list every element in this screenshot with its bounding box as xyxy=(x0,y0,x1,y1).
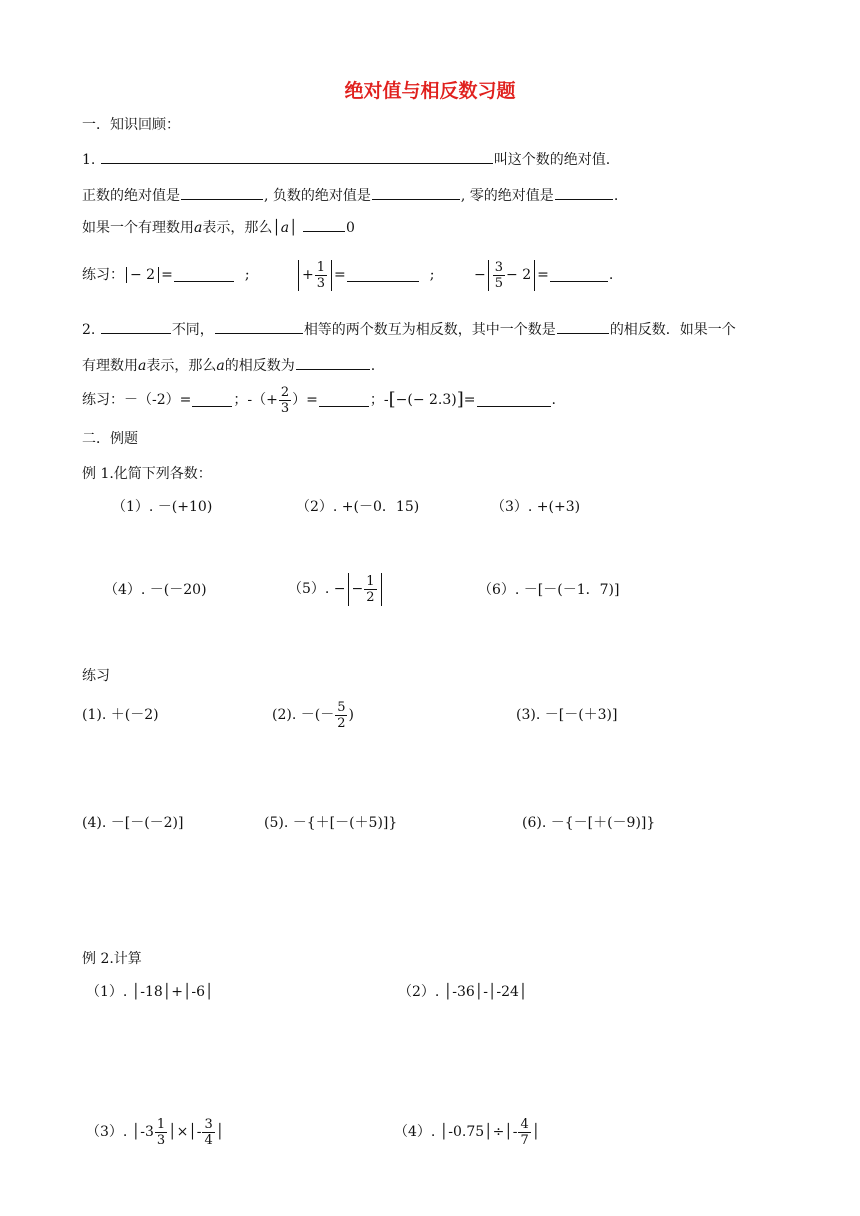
fraction-numerator: 1 xyxy=(366,573,375,589)
practice2-blank-1[interactable] xyxy=(192,393,232,407)
fraction-denominator: 2 xyxy=(366,589,375,605)
example2-item-3-end: │ xyxy=(215,1124,225,1140)
fraction-denominator: 7 xyxy=(520,1132,529,1148)
example1-item-2: （2）. +(－0．15) xyxy=(296,499,420,515)
practice1-blank-2[interactable] xyxy=(347,268,419,282)
abs-neg-half xyxy=(348,573,382,606)
q2-text-3: 的相反数．如果一个 xyxy=(609,322,736,338)
fraction-five-halves xyxy=(335,701,347,730)
fraction-denominator: 3 xyxy=(316,275,326,291)
variable-a: a xyxy=(194,220,203,236)
q1-label: 1. xyxy=(82,152,96,168)
close-paren: ) xyxy=(348,707,354,723)
practice2-blank-3[interactable] xyxy=(477,393,551,407)
q1-negative-text: , 负数的绝对值是 xyxy=(264,188,371,204)
minus-sign: − xyxy=(474,267,486,283)
q2-blank-4[interactable] xyxy=(296,356,370,370)
minus-two: − 2 xyxy=(506,267,532,283)
plus-sign: + xyxy=(302,267,314,283)
equals-sign: = xyxy=(334,267,346,283)
practice2-expr-3-open: ；- xyxy=(369,392,389,408)
period: . xyxy=(551,392,556,408)
practice-item-5: (5). －{＋[－(＋5)]} xyxy=(264,815,398,831)
positive-abs-blank[interactable] xyxy=(181,186,263,200)
example1-title: 例 1.化简下列各数： xyxy=(82,466,212,482)
q1-line2 xyxy=(82,186,618,203)
q2-label: 2. xyxy=(82,322,96,338)
practice2-expr-2-open: ；-（ xyxy=(233,392,267,408)
fraction-denominator: 3 xyxy=(156,1132,166,1148)
fraction-denominator: 4 xyxy=(204,1132,213,1148)
q1-definition-blank[interactable] xyxy=(101,150,493,164)
example2-item-4 xyxy=(394,1110,540,1154)
practice-item-1: (1). ＋(－2) xyxy=(82,707,159,723)
practice-item-2-label: (2). －(－ xyxy=(272,707,335,723)
right-bracket: ] xyxy=(456,389,464,410)
example2-item-4-end: │ xyxy=(531,1124,541,1140)
q1-line1 xyxy=(82,150,610,167)
practice2-expr-3-inner: −(− 2.3) xyxy=(395,392,457,408)
section-heading-review: 一．知识回顾： xyxy=(82,117,180,133)
fraction-numerator: 4 xyxy=(520,1116,529,1132)
fraction-three-fifths xyxy=(493,261,505,290)
zero-abs-blank[interactable] xyxy=(555,186,613,200)
practice-item-4: (4). －[－(－2)] xyxy=(82,815,184,831)
abs-expr-1-inner: − 2 xyxy=(130,267,156,283)
abs-expr-3 xyxy=(488,260,535,291)
q1-tail-text: 叫这个数的绝对值. xyxy=(493,152,611,168)
q1-line3-text-b: 表示，那么│ xyxy=(202,220,281,236)
fraction-numerator: 2 xyxy=(280,384,290,400)
example1-item-5-label: （5）. − xyxy=(288,581,346,597)
equals-sign: = xyxy=(161,267,173,283)
section-heading-examples: 二．例题 xyxy=(82,431,138,447)
practice-item-3: (3). －[－(＋3)] xyxy=(516,707,618,723)
fraction-one-third xyxy=(155,1118,167,1147)
fraction-numerator: 1 xyxy=(316,259,326,275)
q1-period: . xyxy=(613,188,619,204)
variable-a: a xyxy=(216,358,225,374)
example2-item-3-mid: │×│- xyxy=(168,1124,202,1140)
example2-item-3-start: （3）. │-3 xyxy=(86,1124,154,1140)
equals-sign: = xyxy=(463,392,476,408)
practice-title: 练习 xyxy=(82,668,110,684)
example1-item-1: （1）. －(+10) xyxy=(112,499,213,515)
practice1-label: 练习： xyxy=(82,267,124,283)
page-title: 绝对值与相反数习题 xyxy=(344,80,516,102)
abs-expr-1 xyxy=(126,267,159,283)
q1-line3 xyxy=(82,218,355,235)
fraction-two-thirds xyxy=(279,386,291,415)
q2-line1 xyxy=(82,320,736,337)
fraction-numerator: 3 xyxy=(204,1116,213,1132)
q2-blank-2[interactable] xyxy=(215,320,303,334)
fraction-four-sevenths xyxy=(518,1118,530,1147)
variable-a: a xyxy=(280,220,290,236)
q2-line2-text-c: 的相反数为 xyxy=(224,358,295,374)
practice2-expr-2-close: ）= xyxy=(292,392,318,408)
example2-item-2: （2）. │-36│-│-24│ xyxy=(398,984,528,1000)
abs-expr-2 xyxy=(298,260,332,291)
fraction-one-half xyxy=(364,575,376,604)
q2-blank-3[interactable] xyxy=(557,320,609,334)
fraction-denominator: 2 xyxy=(337,715,346,731)
practice1-row xyxy=(82,262,250,288)
example2-title: 例 2.计算 xyxy=(82,951,142,967)
semicolon: ; xyxy=(244,267,250,283)
practice1-expr3 xyxy=(474,257,613,293)
practice1-expr2 xyxy=(296,257,434,293)
example1-item-3: （3）. +(+3) xyxy=(491,499,581,515)
equals-sign: = xyxy=(537,267,549,283)
variable-a: a xyxy=(138,358,147,374)
q1-line3-zero: 0 xyxy=(346,220,355,236)
practice-item-2 xyxy=(272,697,354,733)
left-bracket: [ xyxy=(388,389,396,410)
period: . xyxy=(370,358,376,374)
example2-item-1: （1）. │-18│+│-6│ xyxy=(86,984,214,1000)
semicolon: ; xyxy=(429,267,435,283)
period: . xyxy=(608,267,614,283)
fraction-numerator: 1 xyxy=(156,1116,166,1132)
practice2-expr-1: －（-2）= xyxy=(124,392,192,408)
fraction-numerator: 5 xyxy=(337,699,346,715)
q2-blank-1[interactable] xyxy=(101,320,171,334)
q1-line3-text-a: 如果一个有理数用 xyxy=(82,220,194,236)
practice2-label: 练习： xyxy=(82,392,124,408)
minus-sign: − xyxy=(351,581,364,597)
fraction-numerator: 3 xyxy=(494,259,504,275)
q2-line2 xyxy=(82,356,375,373)
q2-text-1: 不同， xyxy=(171,322,214,338)
q2-text-2: 相等的两个数互为相反数，其中一个数是 xyxy=(303,322,556,338)
practice2-blank-2[interactable] xyxy=(319,393,369,407)
fraction-three-quarters xyxy=(202,1118,214,1147)
practice1-blank-3[interactable] xyxy=(550,268,608,282)
example1-item-4: （4）. －(－20) xyxy=(104,582,207,598)
fraction-denominator: 5 xyxy=(494,275,504,291)
practice1-blank-1[interactable] xyxy=(174,268,234,282)
fraction-one-third xyxy=(315,261,327,290)
practice-item-6: (6). －{－[＋(－9)]} xyxy=(522,815,656,831)
compare-blank[interactable] xyxy=(303,218,345,232)
q1-line3-bar: │ xyxy=(289,220,298,236)
example2-item-3 xyxy=(86,1110,224,1154)
negative-abs-blank[interactable] xyxy=(372,186,460,200)
q2-line2-text-a: 有理数用 xyxy=(82,358,138,374)
example1-item-6: （6）. －[－(－1．7)] xyxy=(478,582,620,598)
example1-item-5 xyxy=(288,568,384,610)
plus-sign: + xyxy=(266,392,278,408)
q1-zero-text: , 零的绝对值是 xyxy=(460,188,554,204)
example2-item-4-start: （4）. │-0.75│÷│- xyxy=(394,1124,518,1140)
fraction-denominator: 3 xyxy=(280,400,290,416)
q2-line2-text-b: 表示，那么 xyxy=(146,358,217,374)
q1-positive-text: 正数的绝对值是 xyxy=(82,188,180,204)
practice2-row xyxy=(82,383,556,417)
